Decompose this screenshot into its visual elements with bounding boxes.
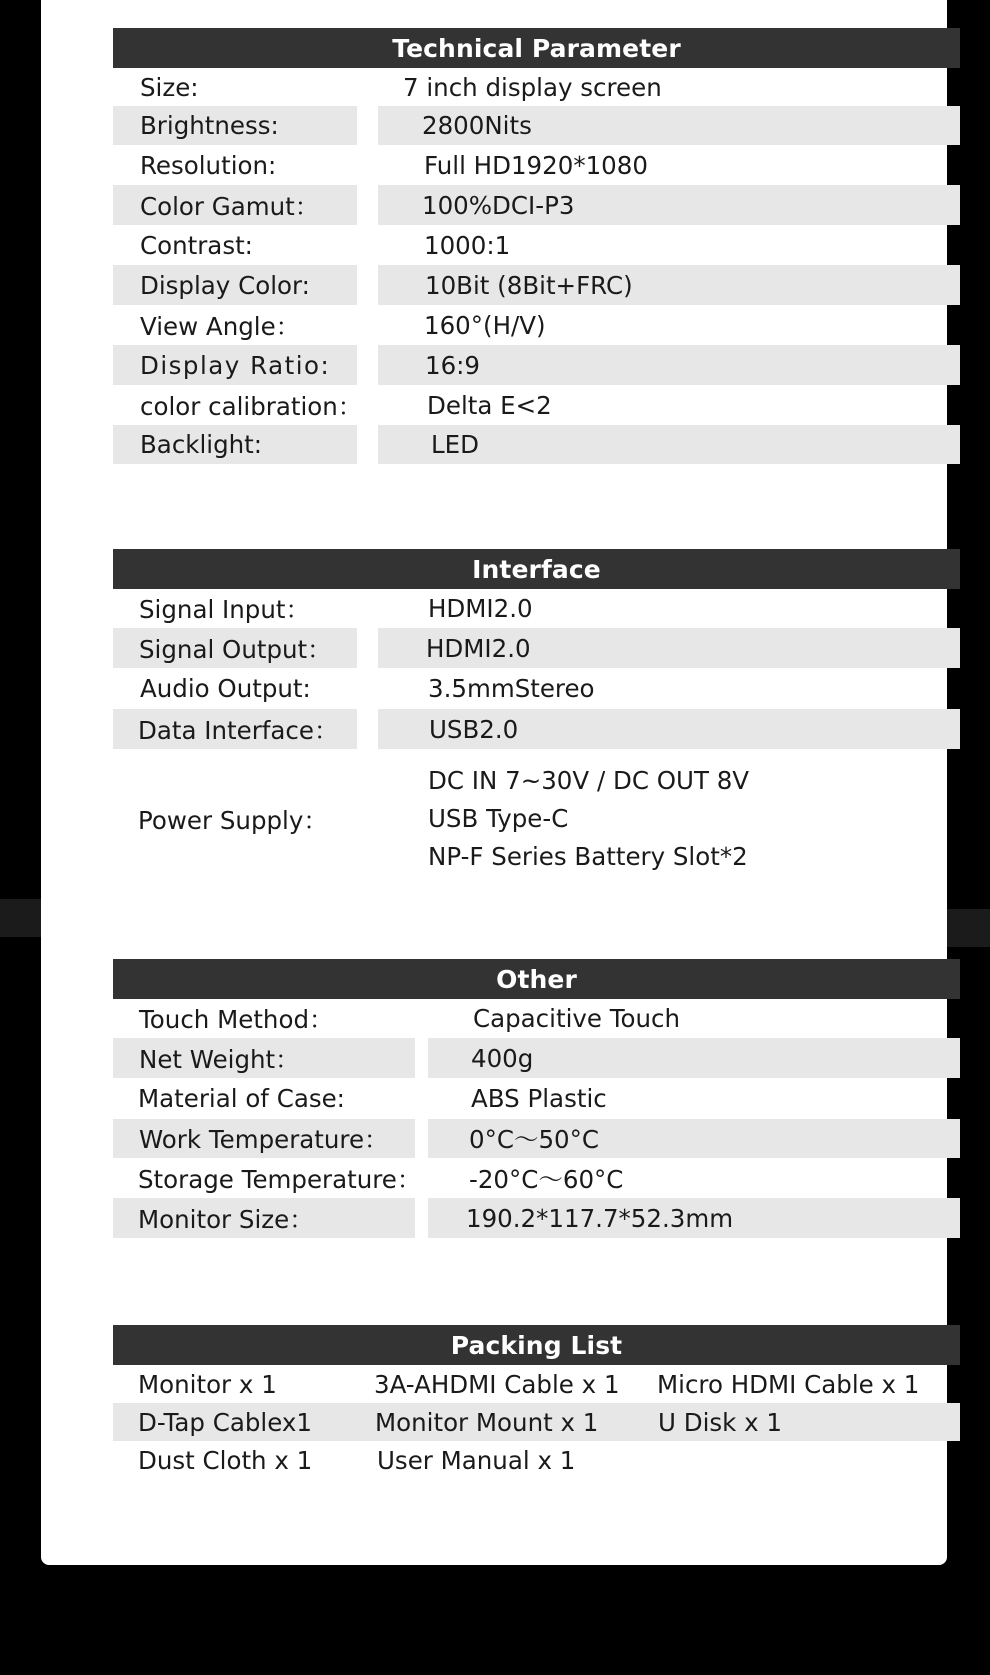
- power-supply-line: DC IN 7~30V / DC OUT 8V: [428, 766, 750, 795]
- spec-row-work-temperature: [113, 1119, 960, 1158]
- spec-label: Power Supply：: [138, 805, 328, 835]
- technical-parameter-section: [113, 28, 960, 464]
- spec-row-power-supply: [113, 749, 960, 889]
- spec-value: ABS Plastic: [471, 1084, 607, 1113]
- spec-value: 400g: [428, 1038, 960, 1078]
- packing-item: Micro HDMI Cable x 1: [657, 1369, 920, 1399]
- spec-row-view-angle: [113, 305, 960, 345]
- spec-label: Touch Method：: [139, 1005, 334, 1034]
- spec-value: HDMI2.0: [378, 628, 960, 668]
- other-header: Other: [113, 959, 960, 999]
- spec-label: Signal Input：: [139, 595, 310, 624]
- packing-item: 3A-AHDMI Cable x 1: [374, 1369, 620, 1399]
- spec-row-audio-output: [113, 668, 960, 709]
- other-section: [113, 959, 960, 1238]
- background-stripe-right: [947, 909, 990, 947]
- spec-label: Monitor Size：: [113, 1198, 415, 1238]
- packing-item: Dust Cloth x 1: [138, 1445, 313, 1475]
- spec-row-net-weight: [113, 1038, 960, 1078]
- spec-row-backlight: [113, 425, 960, 464]
- packing-list-header: Packing List: [113, 1325, 960, 1365]
- spec-value: LED: [378, 425, 960, 464]
- packing-row: [113, 1365, 960, 1403]
- spec-row-signal-input: [113, 589, 960, 628]
- technical-parameter-header: Technical Parameter: [113, 28, 960, 68]
- spec-value: Capacitive Touch: [473, 1004, 681, 1033]
- spec-value: 160°(H/V): [424, 310, 546, 340]
- spec-row-signal-output: [113, 628, 960, 668]
- spec-row-contrast: [113, 225, 960, 265]
- interface-section: [113, 549, 960, 889]
- spec-row-color-calibration: [113, 385, 960, 425]
- spec-value: 2800Nits: [378, 106, 960, 145]
- power-supply-line: USB Type-C: [428, 804, 569, 833]
- spec-label: Display Color:: [113, 265, 357, 305]
- spec-row-material-of-case: [113, 1078, 960, 1119]
- spec-value: 100%DCI-P3: [378, 185, 960, 225]
- spec-label: Net Weight：: [113, 1038, 415, 1078]
- spec-row-touch-method: [113, 999, 960, 1038]
- spec-label: Display Ratio:: [113, 345, 357, 385]
- spec-label: Audio Output:: [140, 674, 311, 703]
- spec-label: Data Interface：: [113, 709, 357, 749]
- packing-row: [113, 1441, 960, 1479]
- packing-list-section: [113, 1325, 960, 1479]
- spec-value: USB2.0: [378, 709, 960, 749]
- packing-row: [113, 1403, 960, 1441]
- spec-row-brightness: [113, 106, 960, 145]
- spec-value: HDMI2.0: [428, 594, 533, 623]
- interface-header: Interface: [113, 549, 960, 589]
- spec-value: Delta E<2: [427, 390, 552, 420]
- spec-value: 0°C〜50°C: [428, 1119, 960, 1158]
- spec-row-color-gamut: [113, 185, 960, 225]
- spec-label: Material of Case:: [138, 1084, 345, 1113]
- packing-item: Monitor x 1: [138, 1369, 277, 1399]
- spec-row-data-interface: [113, 709, 960, 749]
- spec-label: Resolution:: [140, 150, 277, 180]
- packing-item: U Disk x 1: [658, 1407, 783, 1437]
- power-supply-line: NP-F Series Battery Slot*2: [428, 842, 748, 871]
- spec-label: Storage Temperature：: [138, 1164, 422, 1194]
- spec-value: 190.2*117.7*52.3mm: [428, 1198, 960, 1238]
- spec-label: Signal Output：: [113, 628, 357, 668]
- packing-item: Monitor Mount x 1: [375, 1407, 599, 1437]
- spec-row-storage-temperature: [113, 1158, 960, 1198]
- packing-item: D-Tap Cablex1: [138, 1407, 312, 1437]
- spec-label: color calibration：: [140, 391, 363, 421]
- spec-value: 10Bit (8Bit+FRC): [378, 265, 960, 305]
- spec-label: Backlight:: [113, 425, 357, 464]
- spec-value: Full HD1920*1080: [424, 150, 648, 180]
- spec-value: -20°C〜60°C: [469, 1164, 624, 1194]
- background-stripe-left: [0, 899, 41, 937]
- spec-row-monitor-size: [113, 1198, 960, 1238]
- spec-label: Contrast:: [140, 230, 253, 260]
- spec-value-list: [378, 749, 960, 889]
- spec-label: Work Temperature：: [113, 1119, 415, 1158]
- spec-row-display-ratio: [113, 345, 960, 385]
- spec-value: 3.5mmStereo: [428, 674, 595, 703]
- spec-label: Size:: [140, 72, 199, 102]
- spec-row-size: [113, 68, 960, 106]
- spec-label: View Angle：: [140, 311, 301, 341]
- spec-label: Color Gamut：: [113, 185, 357, 225]
- spec-card: [41, 0, 947, 1565]
- spec-row-resolution: [113, 145, 960, 185]
- spec-value: 1000:1: [424, 230, 511, 260]
- spec-row-display-color: [113, 265, 960, 305]
- spec-value: 16:9: [378, 345, 960, 385]
- packing-item: User Manual x 1: [377, 1445, 576, 1475]
- spec-label: Brightness:: [113, 106, 357, 145]
- spec-value: 7 inch display screen: [403, 72, 662, 102]
